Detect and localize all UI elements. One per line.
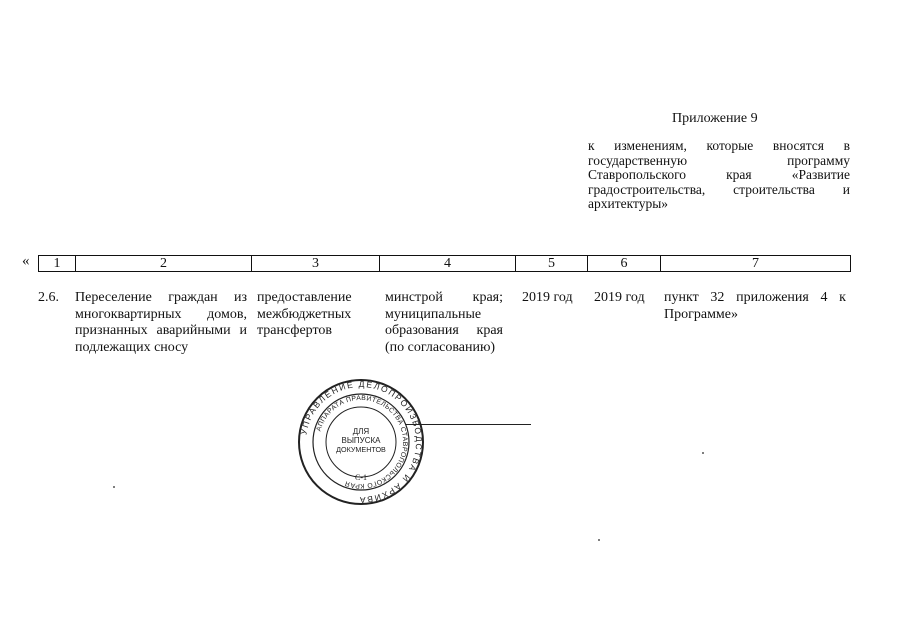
scan-speck [702, 452, 704, 454]
row-type: предоставление межбюджетных трансфертов [257, 290, 352, 338]
opening-quote: « [22, 253, 30, 269]
official-stamp [297, 378, 425, 506]
header-cell-2: 2 [76, 256, 252, 271]
stamp-inner-text: АППАРАТА ПРАВИТЕЛЬСТВА СТАВРОПОЛЬСКОГО КРАЯ [315, 394, 409, 490]
header-cell-3: 3 [252, 256, 380, 271]
appendix-subtitle: к изменениям, которые вносятся в государственную программу Ставропольского края «Развитие градостроительства, строительства и архитектуры» [588, 138, 850, 211]
header-cell-1: 1 [39, 256, 76, 271]
header-cell-7: 7 [752, 256, 759, 271]
row-start: 2019 год [522, 290, 573, 305]
stamp-outer-text: УПРАВЛЕНИЕ ДЕЛОПРОИЗВОДСТВА И АРХИВА [298, 378, 425, 506]
stamp-center-line-2: ВЫПУСКА [341, 436, 381, 445]
stamp-center-line-3: ДОКУМЕНТОВ [336, 445, 386, 454]
row-end: 2019 год [594, 290, 645, 305]
stamp-center-line-1: ДЛЯ [352, 427, 370, 436]
row-executor: минстрой края; муниципальные образования края (по согласованию) [385, 290, 503, 355]
row-name: Переселение граждан из многоквартирных домов, признанных аварийными и подлежащих сносу [75, 290, 247, 355]
header-cell-4: 4 [380, 256, 516, 271]
table-header-row [38, 255, 851, 272]
stamp-code: С-1 [355, 473, 367, 482]
header-cell-6: 6 [588, 256, 661, 271]
scan-speck [113, 486, 115, 488]
row-indicator: пункт 32 приложения 4 к Программе» [664, 290, 846, 322]
scan-speck [598, 539, 600, 541]
appendix-title: Приложение 9 [672, 111, 758, 126]
row-number: 2.6. [38, 290, 59, 305]
header-cell-5: 5 [516, 256, 588, 271]
